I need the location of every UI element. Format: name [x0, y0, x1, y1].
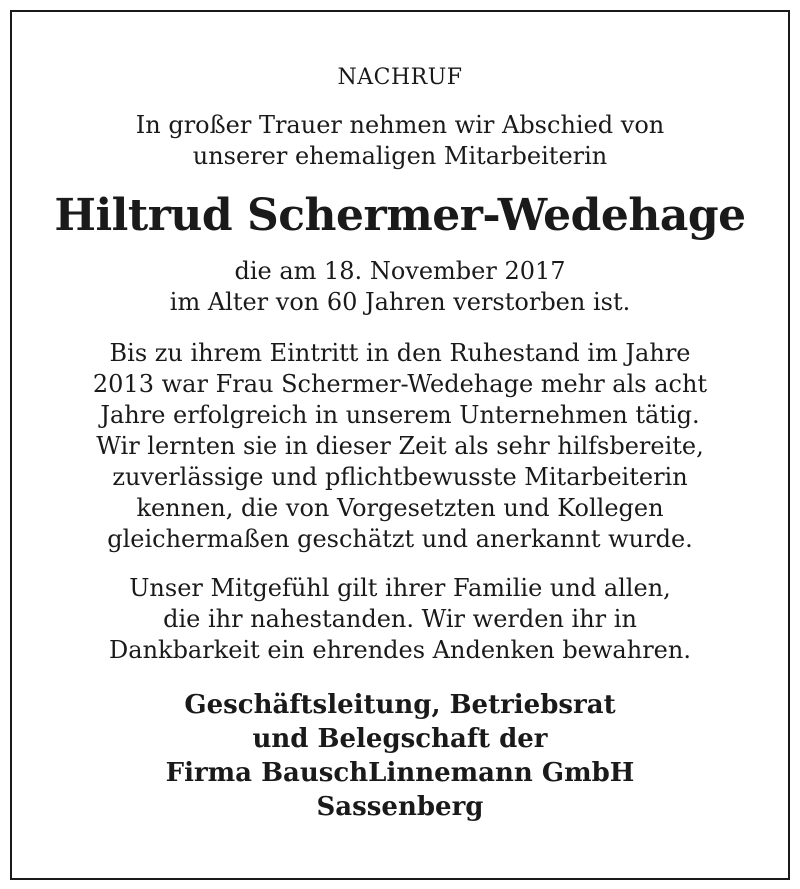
- condolence-line: Dankbarkeit ein ehrendes Andenken bewahren.: [109, 636, 691, 664]
- condolence-line: Unser Mitgefühl gilt ihrer Familie und allen,: [129, 574, 671, 602]
- signature-line: Sassenberg: [316, 792, 484, 822]
- obituary-content: [12, 12, 788, 824]
- death-details: [12, 256, 788, 318]
- signature-line: und Belegschaft der: [252, 724, 548, 754]
- signature-line: Firma BauschLinnemann GmbH: [165, 758, 635, 788]
- intro-text: [12, 110, 788, 172]
- signature-block: [12, 688, 788, 824]
- tribute-line: Jahre erfolgreich in unserem Unternehmen tätig.: [100, 401, 700, 429]
- signature-line: Geschäftsleitung, Betriebsrat: [184, 690, 616, 720]
- death-line: im Alter von 60 Jahren verstorben ist.: [169, 288, 631, 316]
- tribute-line: gleichermaßen geschätzt und anerkannt wurde.: [107, 525, 693, 553]
- condolence-line: die ihr nahestanden. Wir werden ihr in: [163, 605, 637, 633]
- tribute-line: kennen, die von Vorgesetzten und Kollegen: [136, 494, 664, 522]
- intro-line: In großer Trauer nehmen wir Abschied von: [135, 111, 665, 139]
- death-line: die am 18. November 2017: [234, 257, 566, 285]
- tribute-line: Bis zu ihrem Eintritt in den Ruhestand im Jahre: [109, 339, 691, 367]
- deceased-name: Hiltrud Schermer-Wedehage: [54, 190, 746, 241]
- obituary-heading: NACHRUF: [337, 65, 463, 90]
- intro-line: unserer ehemaligen Mitarbeiterin: [192, 142, 608, 170]
- tribute-line: zuverlässige und pflichtbewusste Mitarbeiterin: [112, 463, 688, 491]
- tribute-line: Wir lernten sie in dieser Zeit als sehr hilfsbereite,: [96, 432, 704, 460]
- tribute-line: 2013 war Frau Schermer-Wedehage mehr als acht: [92, 370, 708, 398]
- obituary-frame: [10, 10, 790, 880]
- tribute-text: [12, 338, 788, 555]
- condolence-text: [12, 573, 788, 666]
